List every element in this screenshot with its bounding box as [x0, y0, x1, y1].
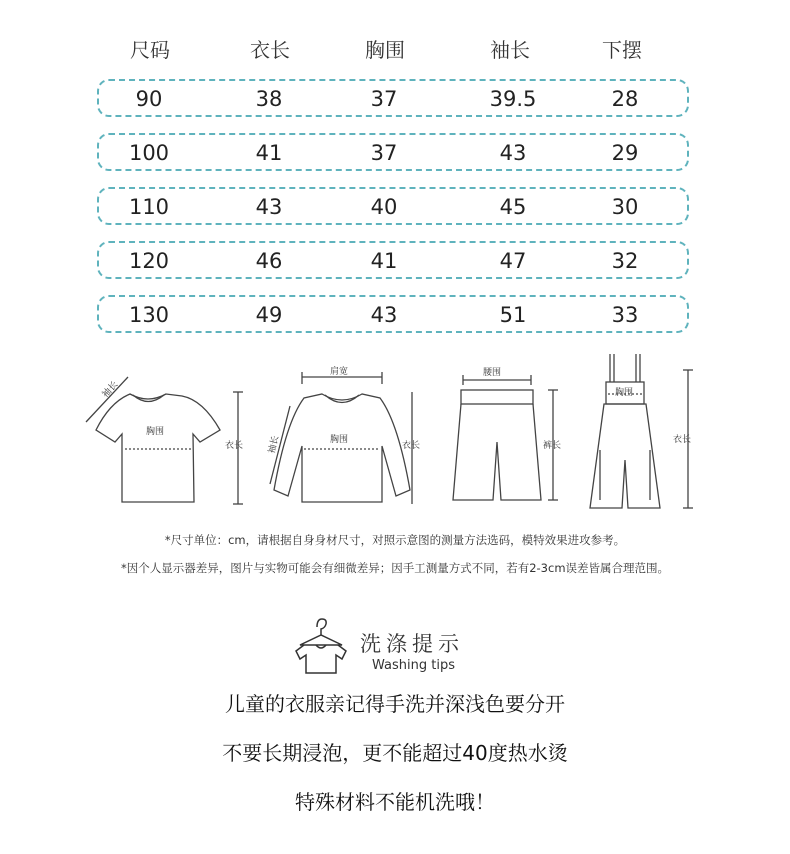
header-length: 衣长	[250, 38, 290, 62]
sweater-diagram	[260, 362, 430, 510]
washing-tip: 儿童的衣服亲记得手洗并深浅色要分开	[225, 692, 565, 716]
size-table-header	[0, 34, 790, 64]
header-hem: 下摆	[602, 38, 642, 62]
overalls-length-label: 衣长	[673, 435, 692, 445]
overalls-chest-label: 胸围	[615, 388, 634, 398]
sweater-chest-label: 胸围	[330, 435, 349, 445]
cell-length: 46	[255, 249, 283, 273]
overalls-diagram	[578, 350, 703, 510]
sweater-shoulder-label: 肩宽	[330, 367, 349, 377]
cell-chest: 37	[370, 87, 398, 111]
cell-size: 100	[128, 141, 170, 165]
size-note: *尺寸单位：cm，请根据自身身材尺寸，对照示意图的测量方法选码，模特效果进攻参考。	[164, 533, 626, 547]
tshirt-chest-label: 胸围	[146, 427, 165, 437]
cell-chest: 40	[370, 195, 398, 219]
cell-sleeve: 39.5	[489, 87, 537, 111]
cell-hem: 29	[611, 141, 639, 165]
cell-size: 90	[135, 87, 163, 111]
hanger-shirt-icon	[292, 615, 350, 677]
size-row	[97, 133, 689, 171]
tshirt-diagram	[78, 362, 250, 510]
cell-length: 49	[255, 303, 283, 327]
size-row	[97, 295, 689, 333]
cell-chest: 41	[370, 249, 398, 273]
cell-size: 130	[128, 303, 170, 327]
washing-title: 洗涤提示	[360, 632, 464, 656]
header-size: 尺码	[130, 38, 170, 62]
cell-length: 38	[255, 87, 283, 111]
cell-sleeve: 45	[499, 195, 527, 219]
size-row	[97, 187, 689, 225]
sweater-sleeve-label: 袖长	[267, 434, 282, 455]
header-sleeve: 袖长	[490, 38, 530, 62]
cell-hem: 33	[611, 303, 639, 327]
cell-size: 120	[128, 249, 170, 273]
tshirt-length-label: 衣长	[225, 441, 244, 451]
display-note: *因个人显示器差异，图片与实物可能会有细微差异；因手工测量方式不同，若有2-3cm误差皆属合理范围。	[120, 561, 670, 575]
cell-chest: 37	[370, 141, 398, 165]
tshirt-sleeve-label: 袖长	[100, 379, 121, 401]
cell-sleeve: 43	[499, 141, 527, 165]
shorts-diagram	[445, 362, 570, 510]
cell-chest: 43	[370, 303, 398, 327]
header-chest: 胸围	[365, 38, 405, 62]
cell-sleeve: 51	[499, 303, 527, 327]
cell-length: 43	[255, 195, 283, 219]
shorts-waist-label: 腰围	[483, 368, 502, 378]
cell-hem: 30	[611, 195, 639, 219]
washing-subtitle: Washing tips	[372, 658, 455, 673]
washing-tip: 特殊材料不能机洗哦！	[295, 790, 495, 814]
cell-sleeve: 47	[499, 249, 527, 273]
sweater-length-label: 衣长	[402, 441, 421, 451]
size-row	[97, 241, 689, 279]
cell-hem: 28	[611, 87, 639, 111]
washing-tip: 不要长期浸泡，更不能超过40度热水烫	[222, 741, 568, 765]
shorts-length-label: 裤长	[543, 441, 562, 451]
cell-length: 41	[255, 141, 283, 165]
cell-hem: 32	[611, 249, 639, 273]
size-row	[97, 79, 689, 117]
cell-size: 110	[128, 195, 170, 219]
